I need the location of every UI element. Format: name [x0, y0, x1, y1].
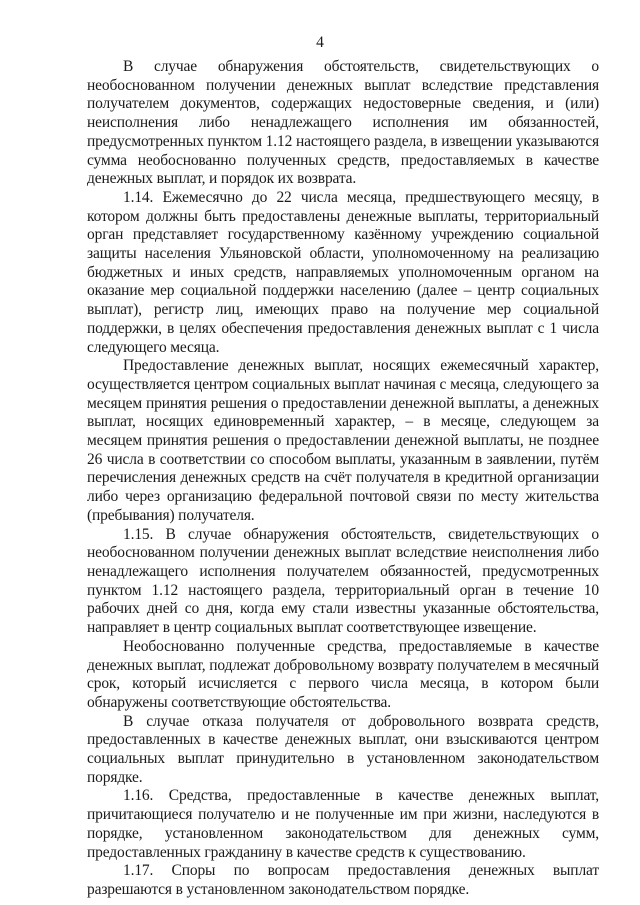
page-number: 4 — [316, 34, 324, 51]
paragraph-forced-recovery: В случае отказа получателя от добровольного возврата средств, предоставленных в качестве денежных выплат, они взыскиваются центром социальных выплат принудительно в установленном законодательством порядке. — [87, 712, 599, 786]
document-body — [87, 58, 599, 900]
paragraph-1-14: 1.14. Ежемесячно до 22 числа месяца, предшествующего месяцу, в котором должны быть предоставлены денежные выплаты, территориальный орган представляет государственному казённому учреждению социальной защиты населения Ульяновской области, уполномоченному на реализацию бюджетных и иных средств, направляемых уполномоченным органом на оказание мер социальной поддержки населению (далее – центр социальных выплат), регистр лиц, имеющих право на получение мер социальной поддержки, в целях обеспечения предоставления денежных выплат с 1 числа следующего месяца. — [87, 188, 599, 356]
paragraph-voluntary-return: Необоснованно полученные средства, предоставляемые в качестве денежных выплат, подлежат добровольному возврату получателем в месячный срок, который исчисляется с первого числа месяца, в котором были обнаружены соответствующие обстоятельства. — [87, 637, 599, 711]
paragraph-1-15: 1.15. В случае обнаружения обстоятельств, свидетельствующих о необоснованном получении денежных выплат вследствие неисполнения либо ненадлежащего исполнения получателем обязанностей, предусмотренных пунктом 1.12 настоящего раздела, территориальный орган в течение 10 рабочих дней со дня, когда ему стали известны указанные обстоятельства, направляет в центр социальных выплат соответствующее извещение. — [87, 525, 599, 637]
paragraph-1-17: 1.17. Споры по вопросам предоставления денежных выплат разрешаются в установленном законодательством порядке. — [87, 862, 599, 898]
paragraph-payment-provision: Предоставление денежных выплат, носящих ежемесячный характер, осуществляется центром социальных выплат начиная с месяца, следующего за месяцем принятия решения о предоставлении денежной выплаты, а денежных выплат, носящих единовременный характер, – в месяце, следующем за месяцем принятия решения о предоставлении денежной выплаты, не позднее 26 числа в соответствии со способом выплаты, указанным в заявлении, путём перечисления денежных средств на счёт получателя в кредитной организации либо через организацию федеральной почтовой связи по месту жительства (пребывания) получателя. — [87, 357, 599, 524]
paragraph-1-16: 1.16. Средства, предоставленные в качестве денежных выплат, причитающиеся получателю и не полученные им при жизни, наследуются в порядке, установленном законодательством для денежных сумм, предоставленных гражданину в качестве средств к существованию. — [87, 787, 599, 861]
paragraph-return-notice: В случае обнаружения обстоятельств, свидетельствующих о необоснованном получении денежных выплат вследствие представления получателем документов, содержащих недостоверные сведения, и (или) неисполнения либо ненадлежащего исполнения им обязанностей, предусмотренных пунктом 1.12 настоящего раздела, в извещении указываются сумма необоснованно полученных средств, предоставляемых в качестве денежных выплат, и порядок их возврата. — [87, 58, 599, 188]
